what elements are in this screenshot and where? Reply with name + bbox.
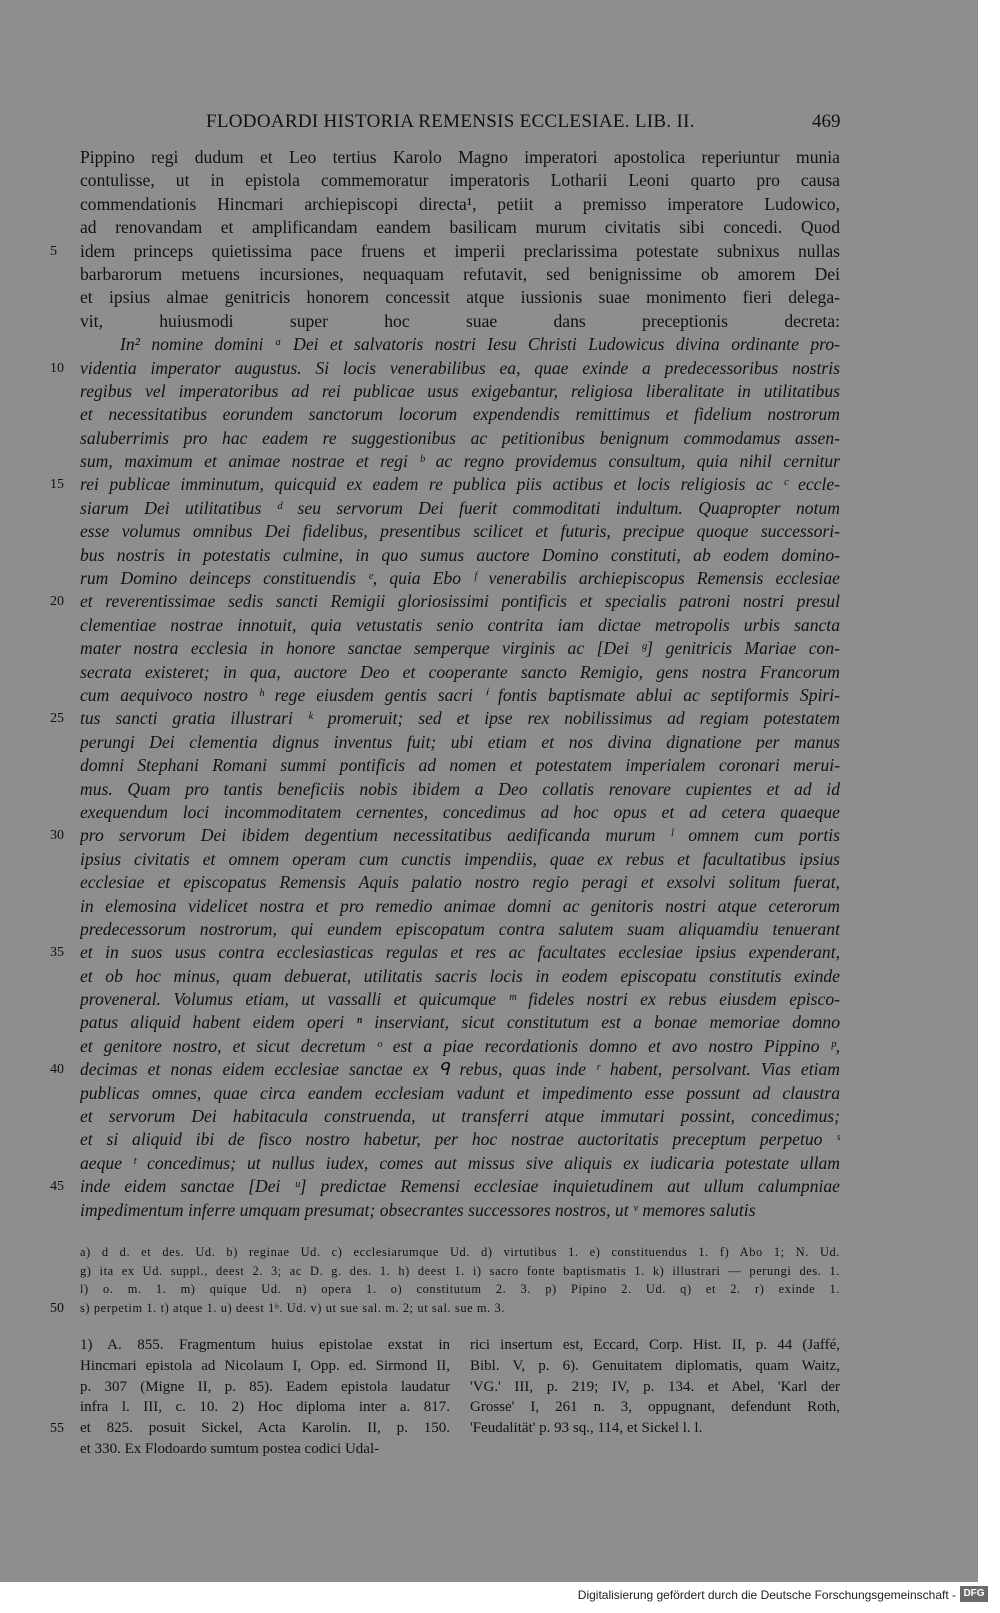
line-number: 30 bbox=[50, 828, 64, 843]
line-number: 25 bbox=[50, 711, 64, 726]
body-text-line: et ipsius almae genitricis honorem concessit atque iussionis suae monimento fieri delega- bbox=[80, 287, 840, 308]
body-text-line: contulisse, ut in epistola commemoratur imperatoris Lotharii Leoni quarto pro causa bbox=[80, 170, 840, 191]
body-text-line: mus. Quam pro tantis beneficiis nobis ibidem a Deo collatis renovare cupientes et ad id bbox=[80, 778, 840, 799]
body-text-line: sum, maximum et animae nostrae et regi ᵇ ac regno providemus consultum, quia nihil cernitur bbox=[80, 451, 840, 472]
footnote-line: rici insertum est, Eccard, Corp. Hist. II, p. 44 (Jaffé, bbox=[470, 1337, 840, 1353]
body-text-line: et reverentissimae sedis sancti Remigii gloriosissimi pontificis et specialis patroni nostri presul bbox=[80, 591, 840, 612]
body-text-line: proveneral. Volumus etiam, ut vassalli et quicumque ᵐ fideles nostri ex rebus eiusdem episco- bbox=[80, 989, 840, 1010]
body-text-line: videntia imperator augustus. Si locis venerabilibus ea, quae exinde a predecessoribus nostris bbox=[80, 357, 840, 378]
body-text-line: inde eidem sanctae [Dei ᵘ] predictae Remensi ecclesiae inquietudinem aut ullum calumpniae bbox=[80, 1176, 840, 1197]
body-text-line: rei publicae imminutum, quicquid ex eadem re publica piis actibus et locis religiosis ac ᶜ eccle- bbox=[80, 474, 840, 495]
line-number: 20 bbox=[50, 594, 64, 609]
footnote-line: Bibl. V, p. 6). Genuitatem diplomatis, quam Waitz, bbox=[470, 1357, 840, 1374]
footnote-line: 1) A. 855. Fragmentum huius epistolae exstat in bbox=[80, 1337, 450, 1353]
body-text-line: saluberrimis pro hac eadem re suggestionibus ac petitionibus benignum commodamus assen- bbox=[80, 427, 840, 448]
body-text-line: et si aliquid ibi de fisco nostro habetur, per hoc nostrae auctoritatis preceptum perpetuo ˢ bbox=[80, 1129, 840, 1150]
body-text-line: cum aequivoco nostro ʰ rege eiusdem gentis sacri ⁱ fontis baptismate ablui ac septiformis Spiri- bbox=[80, 684, 840, 705]
line-number: 5 bbox=[50, 244, 57, 259]
body-text-line: commendationis Hincmari archiepiscopi directa¹, petiit a premisso imperatore Ludowico, bbox=[80, 193, 840, 214]
body-text-line: decimas et nonas eidem ecclesiae sanctae ex ᑫ rebus, quas inde ʳ habent, persolvant. Vias etiam bbox=[80, 1059, 840, 1080]
footnote-line: Grosse' I, 261 n. 3, oppugnant, defendunt Roth, bbox=[470, 1399, 840, 1416]
body-text-line: predecessorum nostrorum, qui eundem episcopatum contra salutem suam aliquamdiu tenuerant bbox=[80, 918, 840, 939]
footnotes-right-column bbox=[470, 1335, 840, 1439]
critical-apparatus bbox=[80, 1243, 840, 1317]
body-text-line: secrata existeret; in qua, auctore Deo et cooperante sancto Remigio, gens nostra Francorum bbox=[80, 661, 840, 682]
body-text-line: ecclesiae et episcopatus Remensis Aquis palatio nostro regio peragi et exsolvi solitum fuerat, bbox=[80, 872, 840, 893]
footnote-line: infra l. III, c. 10. 2) Hoc diploma inter a. 817. bbox=[80, 1399, 450, 1416]
line-number: 50 bbox=[50, 1301, 64, 1316]
body-text-line: barbarorum metuens incursiones, nequaquam refutavit, sed benignissime ob amorem Dei bbox=[80, 263, 840, 284]
body-text-line: tus sancti gratia illustrari ᵏ promeruit; sed et ipse rex nobilissimus ad regiam potestatem bbox=[80, 708, 840, 729]
body-text-line: esse volumus omnibus Dei fidelibus, presentibus scilicet et futuris, precipue quoque successori- bbox=[80, 521, 840, 542]
body-text-line: rum Domino deinceps constituendis ᵉ, quia Ebo ᶠ venerabilis archiepiscopus Remensis ecclesiae bbox=[80, 568, 840, 589]
footnote-line: Hincmari epistola ad Nicolaum I, Opp. ed. Sirmond II, bbox=[80, 1357, 450, 1374]
footnote-line: et 330. Ex Flodoardo sumtum postea codici Udal- bbox=[80, 1440, 380, 1457]
body-text-line: exequendum loci incommoditatem cernentes, concedimus ad hoc opus et ad cetera quaeque bbox=[80, 801, 840, 822]
body-text-line: In² nomine domini ᵃ Dei et salvatoris nostri Iesu Christi Ludowicus divina ordinante pro- bbox=[120, 334, 840, 355]
footnote-line: et 825. posuit Sickel, Acta Karolin. II, p. 150. bbox=[80, 1420, 450, 1437]
footnote-line: 'Feudalität' p. 93 sq., 114, et Sickel l. l. bbox=[470, 1420, 703, 1437]
line-number: 55 bbox=[50, 1421, 64, 1436]
page-number: 469 bbox=[812, 111, 841, 132]
body-text-line: aeque ᵗ concedimus; ut nullus iudex, comes aut missus sive aliquis ex iudicaria potestate ullam bbox=[80, 1152, 840, 1173]
body-text-line: ipsius civitatis et omnem operam cum cunctis impendiis, quae ex rebus et facultatibus ipsius bbox=[80, 848, 840, 869]
footnotes bbox=[80, 1335, 840, 1465]
apparatus-line: g) ita ex Ud. suppl., deest 2. 3; ac D. g. des. 1. h) deest 1. i) sacro fonte baptismatis 1. k) illustrari — perungi des. 1. bbox=[80, 1263, 840, 1278]
body-text-line: et ob hoc minus, quam debuerat, utilitatis sacris locis in eodem episcopatu constitutis exinde bbox=[80, 965, 840, 986]
body-text-line: et in suos usus contra ecclesiasticas regulas et res ac facultates ecclesiae ipsius expenderant, bbox=[80, 942, 840, 963]
body-text-line: perungi Dei clementia dignus inventus fuit; ubi etiam et nos divina dignatione per manus bbox=[80, 731, 840, 752]
body-text-line: domni Stephani Romani summi pontificis ad nomen et potestatem imperialem coronari merui- bbox=[80, 755, 840, 776]
line-number: 45 bbox=[50, 1179, 64, 1194]
main-text bbox=[80, 146, 840, 1222]
line-number: 35 bbox=[50, 945, 64, 960]
footnote-line: 'VG.' III, p. 219; IV, p. 134. et Abel, 'Karl der bbox=[470, 1378, 840, 1395]
digitization-credit: Digitalisierung gefördert durch die Deutsche Forschungsgemeinschaft - bbox=[577, 1588, 956, 1602]
body-text-line: publicas omnes, quae circa eandem ecclesiam vadunt et impedimento esse possunt ad claustra bbox=[80, 1082, 840, 1103]
line-number: 15 bbox=[50, 477, 64, 492]
page-header bbox=[0, 107, 978, 141]
body-text-line: pro servorum Dei ibidem degentium necessitatibus aedificanda murum ˡ omnem cum portis bbox=[80, 825, 840, 846]
body-text-line: ad renovandam et amplificandam eandem basilicam murum civitatis sibi concedi. Quod bbox=[80, 217, 840, 238]
body-text-line: regibus vel imperatoribus ad rei publicae usus exigebantur, religiosa liberalitate in utilitatibus bbox=[80, 380, 840, 401]
line-number: 10 bbox=[50, 361, 64, 376]
dfg-logo: DFG bbox=[960, 1586, 988, 1602]
line-number: 40 bbox=[50, 1062, 64, 1077]
body-text-line: mater nostra ecclesia in honore sanctae semperque virginis ac [Dei ᵍ] genitricis Mariae con- bbox=[80, 638, 840, 659]
body-text-line: patus aliquid habent eidem operi ⁿ inserviant, sicut constitutum est a bonae memoriae domno bbox=[80, 1012, 840, 1033]
body-text-line: et necessitatibus eorundem sanctorum locorum expendendis remittimus et fidelium nostrorum bbox=[80, 404, 840, 425]
body-text-line: et servorum Dei habitacula construenda, ut transferri atque immutari possint, concedimus; bbox=[80, 1106, 840, 1127]
body-text-line: siarum Dei utilitatibus ᵈ seu servorum Dei fuerit commoditati indultum. Quapropter notum bbox=[80, 497, 840, 518]
apparatus-line: l) o. m. 1. m) quique Ud. n) opera 1. o) constitutum 2. 3. p) Pipino 2. Ud. q) et 2. r) exinde 1. bbox=[80, 1282, 840, 1297]
body-text-line: in elemosina videlicet nostra et pro remedio animae domni ac genitoris nostri atque ceterorum bbox=[80, 895, 840, 916]
body-text-line: Pippino regi dudum et Leo tertius Karolo Magno imperatori apostolica reperiuntur munia bbox=[80, 147, 840, 167]
body-text-line: et genitore nostro, et sicut decretum ᵒ est a piae recordationis domno et avo nostro Pippino ᵖ, bbox=[80, 1035, 840, 1056]
apparatus-line: a) d d. et des. Ud. b) reginae Ud. c) ecclesiarumque Ud. d) virtutibus 1. e) constituendus 1. f) Abo 1; N. Ud. bbox=[80, 1245, 840, 1259]
body-text-line: clementiae nostrae innotuit, quia vetustatis senio contrita iam dictae metropolis urbis sancta bbox=[80, 614, 840, 635]
apparatus-line: s) perpetim 1. t) atque 1. u) deest 1ᵇ. Ud. v) ut sue sal. m. 2; ut sal. sue m. 3. bbox=[80, 1300, 506, 1315]
footnote-line: p. 307 (Migne II, p. 85). Eadem epistola laudatur bbox=[80, 1378, 450, 1395]
body-text-line: vit, huiusmodi super hoc suae dans preceptionis decreta: bbox=[80, 310, 840, 331]
footnotes-left-column bbox=[80, 1335, 450, 1460]
body-text-line: idem princeps quietissima pace fruens et imperii preclarissima potestate subnixus nullas bbox=[80, 240, 840, 261]
body-text-line: bus nostris in potestatis culmine, in quo sumus auctore Domino constituti, ab eodem domino- bbox=[80, 544, 840, 565]
body-text-line: impedimentum inferre umquam presumat; obsecrantes successores nostros, ut ᵛ memores salutis bbox=[80, 1199, 756, 1220]
running-title: FLODOARDI HISTORIA REMENSIS ECCLESIAE. LIB. II. bbox=[206, 111, 695, 132]
